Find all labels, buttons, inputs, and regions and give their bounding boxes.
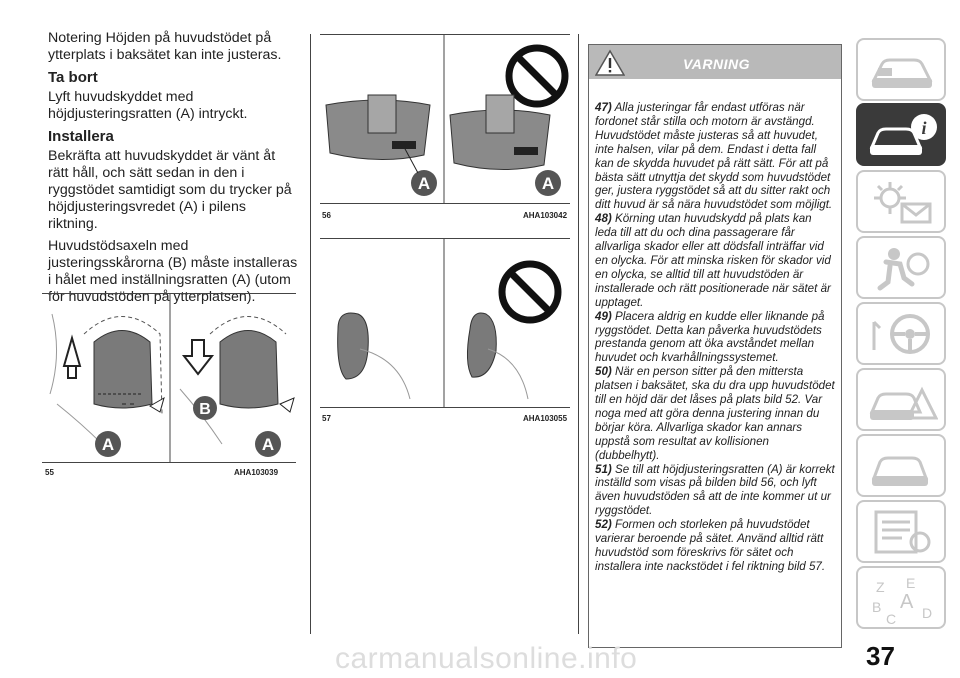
sidebar-tab-dashboard[interactable] [856,38,946,101]
warning-item: 52) Formen och storleken på huvudstödet varierar beroende på sätet. Använd alltid rätt huvudstöd som föreskrivs för sätet och installera inte nackstödet i fel riktning bild 57. [595,518,826,573]
fig57-code: AHA103055 [523,414,568,423]
fig56-label-a2: A [541,174,555,193]
figure-57-illustration [320,239,570,407]
warning-lights-icon [866,178,938,226]
sidebar-tab-car-info[interactable] [856,103,946,166]
car-info-icon [866,111,938,159]
steering-wheel-icon [866,310,938,358]
car-warning-icon [866,376,938,424]
install-heading: Installera [48,128,114,145]
svg-text:D: D [922,605,933,621]
fig56-label-a1: A [417,174,431,193]
sidebar-tab-safety[interactable] [856,236,946,299]
warning-box [588,44,842,648]
note-paragraph: Notering Höjden på huvudstödet på ytterplats i baksätet kan inte justeras. [48,30,282,63]
specifications-list-icon [866,508,938,556]
warning-item: 49) Placera aldrig en kudde eller liknande på ryggstödet. Detta kan påverka huvudstödets prestanda genom att öka avståndet mellan huvudet och kvarhållningssystemet. [595,309,825,365]
warning-header [589,45,841,79]
warning-item: 47) Alla justeringar får endast utföras när fordonet står stilla och motorn är avstängd. Huvudstödet måste justeras så att huvudet, inte halsen, vilar på dem. Endast i detta fall kan de skydda huvudet på rätt sätt. För att på bästa sätt utnyttja det skydd som huvudstödet ger, justera ryggstödet så att du sitter rakt och ditt huvud är så nära huvudstödet som möjligt. [595,101,833,212]
fig55-number: 55 [45,468,54,477]
figure-55-illustration [42,294,296,462]
fig57-number: 57 [322,414,331,423]
warning-item: 50) När en person sitter på den mittersta platsen i baksätet, ska du dra upp huvudstödet till en höjd där det låses på plats bild 52. Var noga med att göra denna justering innan du börjar köra. Allvarliga skador kan annars uppstå som resultat av kollisionen (dubbelhytt). [595,365,835,462]
fig56-code: AHA103042 [523,211,568,220]
column-divider-right [578,34,579,634]
fig55-label-b: B [199,401,211,418]
figure-56-illustration [320,35,570,203]
fig55-label-a1: A [101,435,115,454]
sidebar-tab-service[interactable] [856,434,946,497]
warning-item: 48) Körning utan huvudskydd på plats kan leda till att du och dina passagerare får allvarliga skador eller att dödsfall inträffar vid en olycka. För att minska risken för skador vid en olycka, se alltid till att huvudstöden är installerade och rätt positionerade när sätet är upptaget. [595,212,831,309]
fig55-label-a2: A [261,435,275,454]
svg-text:E: E [906,575,916,591]
warning-body [589,79,841,574]
remove-heading: Ta bort [48,69,98,86]
car-service-icon [866,442,938,490]
sidebar-tab-index[interactable] [856,566,946,629]
svg-text:C: C [886,611,897,626]
figure-56 [320,34,570,204]
svg-text:A: A [900,591,914,613]
install-paragraph-2: Huvudstödsaxeln med justeringsskårorna (B) måste installeras i hålet med inställningsratten (A) (utom för huvudstöden på ytterplatsen). [48,238,298,305]
figure-57 [320,238,570,408]
car-dashboard-icon [866,46,938,94]
airbag-person-icon [866,244,938,292]
fig56-number: 56 [322,211,331,220]
svg-text:i: i [921,118,927,138]
watermark: carmanualsonline.info [335,642,638,675]
sidebar-tab-driving[interactable] [856,302,946,365]
sidebar-tab-specifications[interactable] [856,500,946,563]
svg-text:Z: Z [876,579,885,595]
sidebar-tab-emergency[interactable] [856,368,946,431]
column-divider-left [310,34,311,634]
fig55-code: AHA103039 [234,468,279,477]
warning-title: VARNING [683,56,751,72]
svg-text:B: B [872,599,882,615]
remove-paragraph: Lyft huvudskyddet med höjdjusteringsratten (A) intryckt. [48,89,248,122]
figure-55 [42,293,296,463]
page-number: 37 [866,641,895,671]
left-text-column [48,30,298,311]
sidebar-tab-warning-lights[interactable] [856,170,946,233]
warning-triangle-icon [595,49,625,77]
install-paragraph-1: Bekräfta att huvudskyddet är vänt åt rätt håll, och sätt sedan in den i ryggstödet samtidigt som du trycker på höjdjusteringsvredet (A) i pilens riktning. [48,148,292,232]
alphabetical-index-icon [866,574,938,626]
warning-item: 51) Se till att höjdjusteringsratten (A) är korrekt inställd som visas på bilden bild 56, och lyft även huvudstöden så att de inte kommer ut ur ryggstödet. [595,462,835,518]
